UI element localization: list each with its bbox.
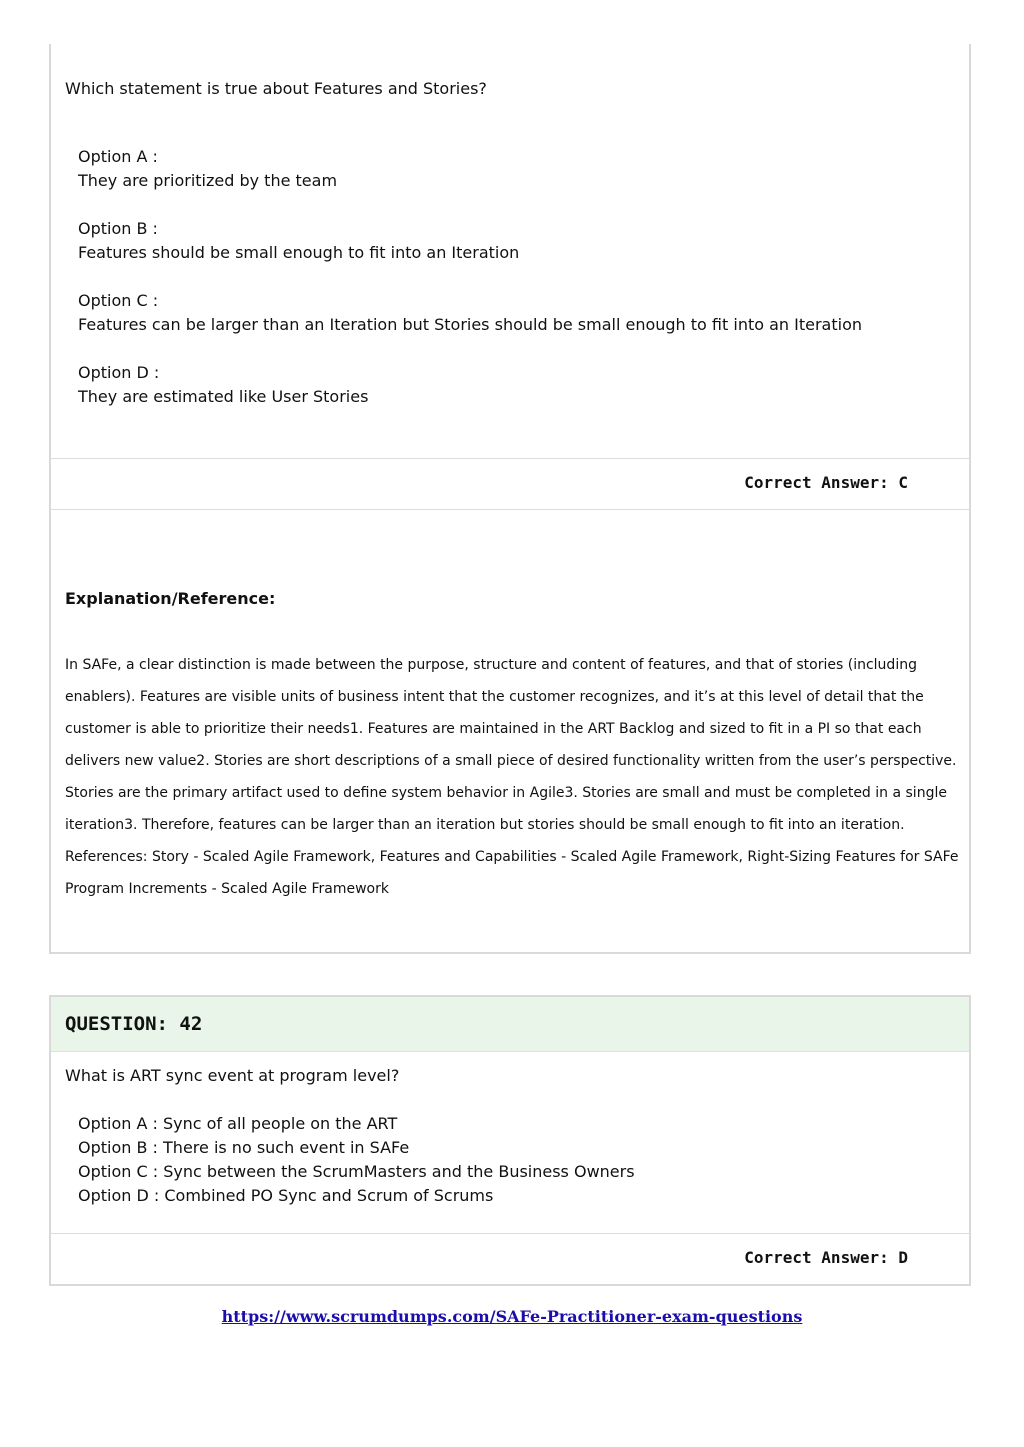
- option-a-label: Option A :: [78, 147, 158, 166]
- explanation-title: Explanation/Reference:: [65, 589, 276, 608]
- option-a-text: They are prioritized by the team: [78, 171, 338, 190]
- correct-answer: Correct Answer: D: [744, 1248, 908, 1267]
- option-b-text: Features should be small enough to fit into an Iteration: [78, 243, 520, 262]
- explanation-line: delivers new value2. Stories are short descriptions of a small piece of desired functionality written from the user’s perspective.: [65, 753, 957, 769]
- option-c: Option C : Sync between the ScrumMasters and the Business Owners: [78, 1162, 635, 1181]
- question-header: [51, 997, 969, 1052]
- divider: [51, 458, 969, 459]
- explanation-line: iteration3. Therefore, features can be larger than an iteration but stories should be small enough to fit into an iteration.: [65, 817, 905, 833]
- question-text: What is ART sync event at program level?: [65, 1066, 400, 1085]
- option-b: Option B : There is no such event in SAFe: [78, 1138, 410, 1157]
- option-c-text: Features can be larger than an Iteration but Stories should be small enough to fit into an Iteration: [78, 315, 862, 334]
- question-number: QUESTION: 42: [65, 1013, 203, 1035]
- explanation-line: In SAFe, a clear distinction is made between the purpose, structure and content of features, and that of stories (including: [65, 657, 917, 673]
- option-a: Option A : Sync of all people on the ART: [78, 1114, 398, 1133]
- explanation-line: Program Increments - Scaled Agile Framework: [65, 881, 389, 897]
- correct-answer: Correct Answer: C: [744, 473, 908, 492]
- option-d-label: Option D :: [78, 363, 160, 382]
- explanation-line: customer is able to prioritize their needs1. Features are maintained in the ART Backlog and sized to fit in a PI so that each: [65, 721, 922, 737]
- option-d-text: They are estimated like User Stories: [78, 387, 369, 406]
- question-card-41: [49, 44, 971, 954]
- option-c-label: Option C :: [78, 291, 159, 310]
- explanation-line: Stories are the primary artifact used to define system behavior in Agile3. Stories are small and must be completed in a single: [65, 785, 947, 801]
- divider: [51, 509, 969, 510]
- question-card-42: [49, 995, 971, 1286]
- explanation-line: References: Story - Scaled Agile Framework, Features and Capabilities - Scaled Agile Framework, Right-Sizing Features for SAFe: [65, 849, 959, 865]
- footer-link[interactable]: https://www.scrumdumps.com/SAFe-Practitioner-exam-questions: [221, 1307, 803, 1326]
- question-text: Which statement is true about Features and Stories?: [65, 79, 487, 98]
- option-b-label: Option B :: [78, 219, 158, 238]
- explanation-line: enablers). Features are visible units of business intent that the customer recognizes, and it’s at this level of detail that the: [65, 689, 924, 705]
- divider: [51, 1233, 969, 1234]
- option-d: Option D : Combined PO Sync and Scrum of Scrums: [78, 1186, 494, 1205]
